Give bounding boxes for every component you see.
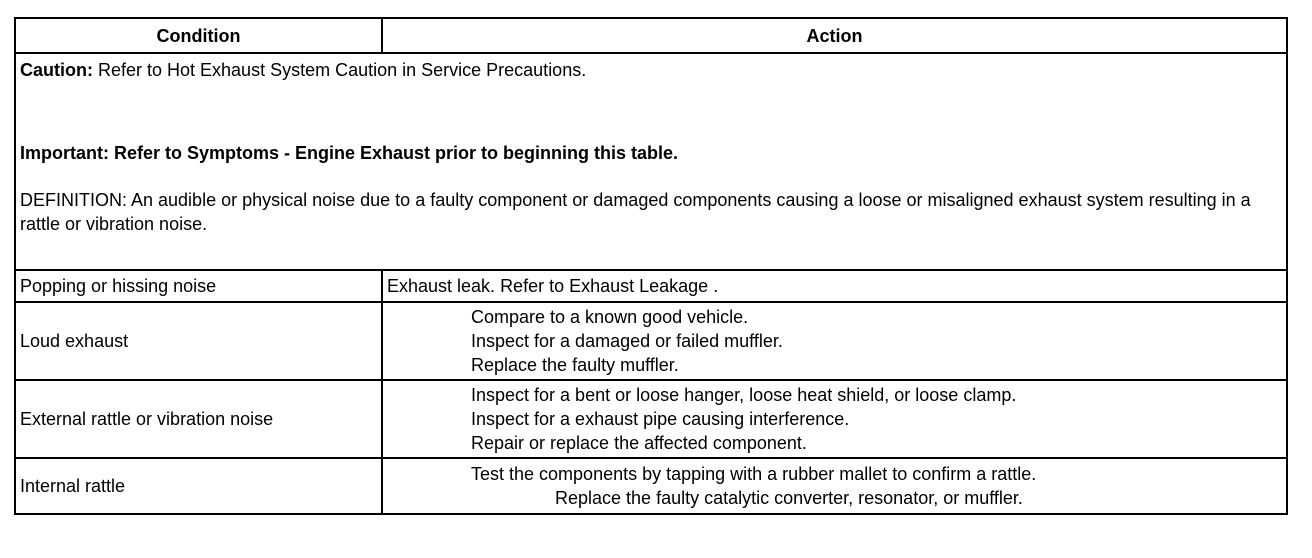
- table-row: [15, 302, 1287, 380]
- action-step: Replace the faulty catalytic converter, resonator, or muffler.: [555, 488, 1023, 508]
- definition-note: DEFINITION: An audible or physical noise due to a faulty component or damaged components causing a loose or misaligned exhaust system resulting in a rattle or vibration noise.: [20, 190, 1251, 234]
- action-column-header: Action: [382, 18, 1287, 53]
- caution-text: Refer to Hot Exhaust System Caution in Service Precautions.: [92, 60, 587, 80]
- table-row: [15, 380, 1287, 458]
- action-step: Exhaust leak. Refer to Exhaust Leakage .: [387, 276, 719, 296]
- action-cell: [382, 270, 1287, 302]
- action-step: Repair or replace the affected component.: [471, 433, 807, 453]
- condition-cell: Internal rattle: [15, 458, 382, 514]
- notes-row: [15, 53, 1287, 270]
- table-header-row: [15, 18, 1287, 53]
- condition-cell: Loud exhaust: [15, 302, 382, 380]
- important-note: Important: Refer to Symptoms - Engine Exhaust prior to beginning this table.: [20, 143, 679, 163]
- condition-cell: External rattle or vibration noise: [15, 380, 382, 458]
- table-row: [15, 270, 1287, 302]
- exhaust-noise-diagnostic-table: [14, 17, 1288, 515]
- action-step: Replace the faulty muffler.: [471, 355, 679, 375]
- notes-cell: [15, 53, 1287, 270]
- table-row: [15, 458, 1287, 514]
- caution-note: [20, 58, 1282, 82]
- condition-cell: Popping or hissing noise: [15, 270, 382, 302]
- action-step: Test the components by tapping with a rubber mallet to confirm a rattle.: [471, 464, 1037, 484]
- action-cell: [382, 302, 1287, 380]
- action-step: Inspect for a bent or loose hanger, loose heat shield, or loose clamp.: [471, 385, 1017, 405]
- action-step: Inspect for a exhaust pipe causing interference.: [471, 409, 850, 429]
- condition-column-header: Condition: [15, 18, 382, 53]
- action-cell: [382, 380, 1287, 458]
- action-step: Inspect for a damaged or failed muffler.: [471, 331, 783, 351]
- caution-label: Caution:: [20, 60, 93, 80]
- action-step: Compare to a known good vehicle.: [471, 307, 749, 327]
- action-cell: [382, 458, 1287, 514]
